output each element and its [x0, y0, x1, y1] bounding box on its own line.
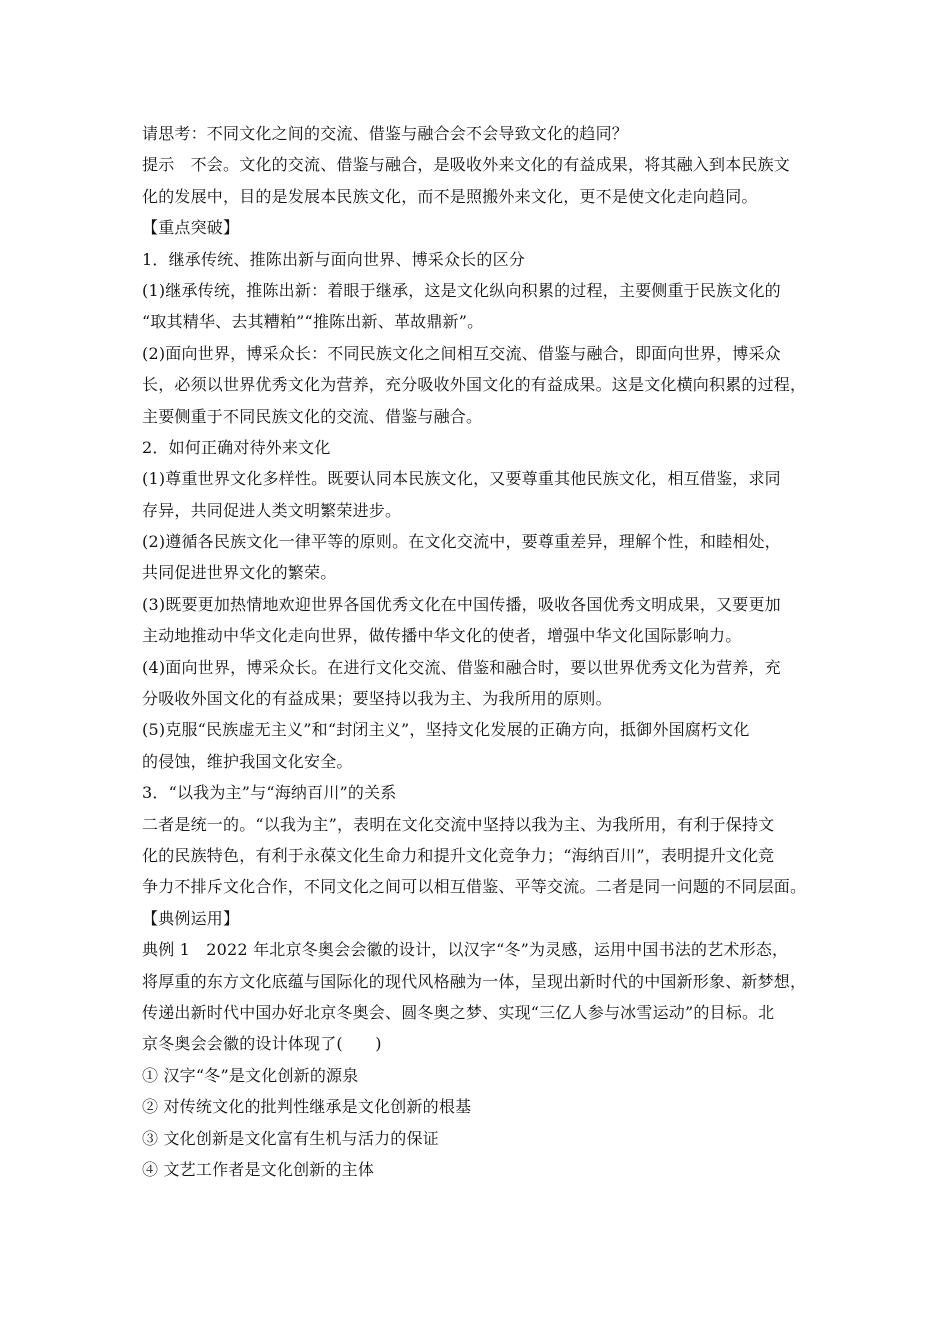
point-1-item-2-line-3: 主要侧重于不同民族文化的交流、借鉴与融合。: [142, 406, 483, 426]
section-heading-key-points: 【重点突破】: [142, 218, 240, 238]
example-1-line-1: 典例 1 2022 年北京冬奥会会徽的设计，以汉字“冬”为灵感，运用中国书法的艺术形态，: [142, 940, 789, 960]
point-2-title: 2．如何正确对待外来文化: [142, 437, 331, 457]
point-2-item-3-line-1: (3)既要更加热情地欢迎世界各国优秀文化在中国传播，吸收各国优秀文明成果，又要更加: [142, 594, 781, 614]
option-4: ④ 文艺工作者是文化创新的主体: [142, 1159, 375, 1179]
example-1-line-3: 传递出新时代中国办好北京冬奥会、圆冬奥之梦、实现“三亿人参与冰雪运动”的目标。北: [142, 1002, 775, 1022]
point-2-item-1-line-1: (1)尊重世界文化多样性。既要认同本民族文化，又要尊重其他民族文化，相互借鉴，求同: [142, 469, 781, 489]
hint-line-1: 提示 不会。文化的交流、借鉴与融合，是吸收外来文化的有益成果，将其融入到本民族文: [142, 155, 791, 175]
point-2-item-5-line-1: (5)克服“民族虚无主义”和“封闭主义”，坚持文化发展的正确方向，抵御外国腐朽文化: [142, 720, 750, 740]
point-2-item-4-line-1: (4)面向世界，博采众长。在进行文化交流、借鉴和融合时，要以世界优秀文化为营养，充: [142, 657, 781, 677]
point-1-item-2-line-2: 长，必须以世界优秀文化为营养，充分吸收外国文化的有益成果。这是文化横向积累的过程，: [142, 375, 807, 395]
point-3-body-line-1: 二者是统一的。“以我为主”，表明在文化交流中坚持以我为主、为我所用，有利于保持文: [142, 814, 775, 834]
point-1-item-1-line-2: “取其精华、去其糟粕”“推陈出新、革故鼎新”。: [142, 312, 484, 332]
option-2: ② 对传统文化的批判性继承是文化创新的根基: [142, 1097, 472, 1117]
point-1-item-1-line-1: (1)继承传统，推陈出新：着眼于继承，这是文化纵向积累的过程，主要侧重于民族文化的: [142, 280, 781, 300]
point-2-item-2-line-1: (2)遵循各民族文化一律平等的原则。在文化交流中，要尊重差异，理解个性，和睦相处，: [142, 532, 781, 552]
hint-line-2: 化的发展中，目的是发展本民族文化，而不是照搬外来文化，更不是使文化走向趋同。: [142, 186, 758, 206]
example-1-line-2: 将厚重的东方文化底蕴与国际化的现代风格融为一体，呈现出新时代的中国新形象、新梦想，: [142, 971, 807, 991]
example-1-line-4: 京冬奥会会徽的设计体现了( ): [142, 1034, 382, 1054]
point-2-item-5-line-2: 的侵蚀，维护我国文化安全。: [142, 751, 353, 771]
point-2-item-4-line-2: 分吸收外国文化的有益成果；要坚持以我为主、为我所用的原则。: [142, 689, 612, 709]
point-1-title: 1．继承传统、推陈出新与面向世界、博采众长的区分: [142, 249, 525, 269]
option-1: ① 汉字“冬”是文化创新的源泉: [142, 1065, 359, 1085]
point-2-item-1-line-2: 存异，共同促进人类文明繁荣进步。: [142, 500, 402, 520]
option-3: ③ 文化创新是文化富有生机与活力的保证: [142, 1128, 439, 1148]
point-2-item-3-line-2: 主动地推动中华文化走向世界，做传播中华文化的使者，增强中华文化国际影响力。: [142, 626, 742, 646]
document-page: [142, 118, 822, 1185]
point-2-item-2-line-2: 共同促进世界文化的繁荣。: [142, 563, 337, 583]
section-heading-example: 【典例运用】: [142, 908, 240, 928]
point-3-body-line-2: 化的民族特色，有利于永葆文化生命力和提升文化竞争力；“海纳百川”，表明提升文化竞: [142, 845, 775, 865]
point-3-body-line-3: 争力不排斥文化合作，不同文化之间可以相互借鉴、平等交流。二者是同一问题的不同层面。: [142, 877, 807, 897]
think-question: 请思考：不同文化之间的交流、借鉴与融合会不会导致文化的趋同？: [142, 124, 629, 143]
point-3-title: 3．“以我为主”与“海纳百川”的关系: [142, 783, 397, 803]
point-1-item-2-line-1: (2)面向世界，博采众长：不同民族文化之间相互交流、借鉴与融合，即面向世界，博采众: [142, 343, 781, 363]
